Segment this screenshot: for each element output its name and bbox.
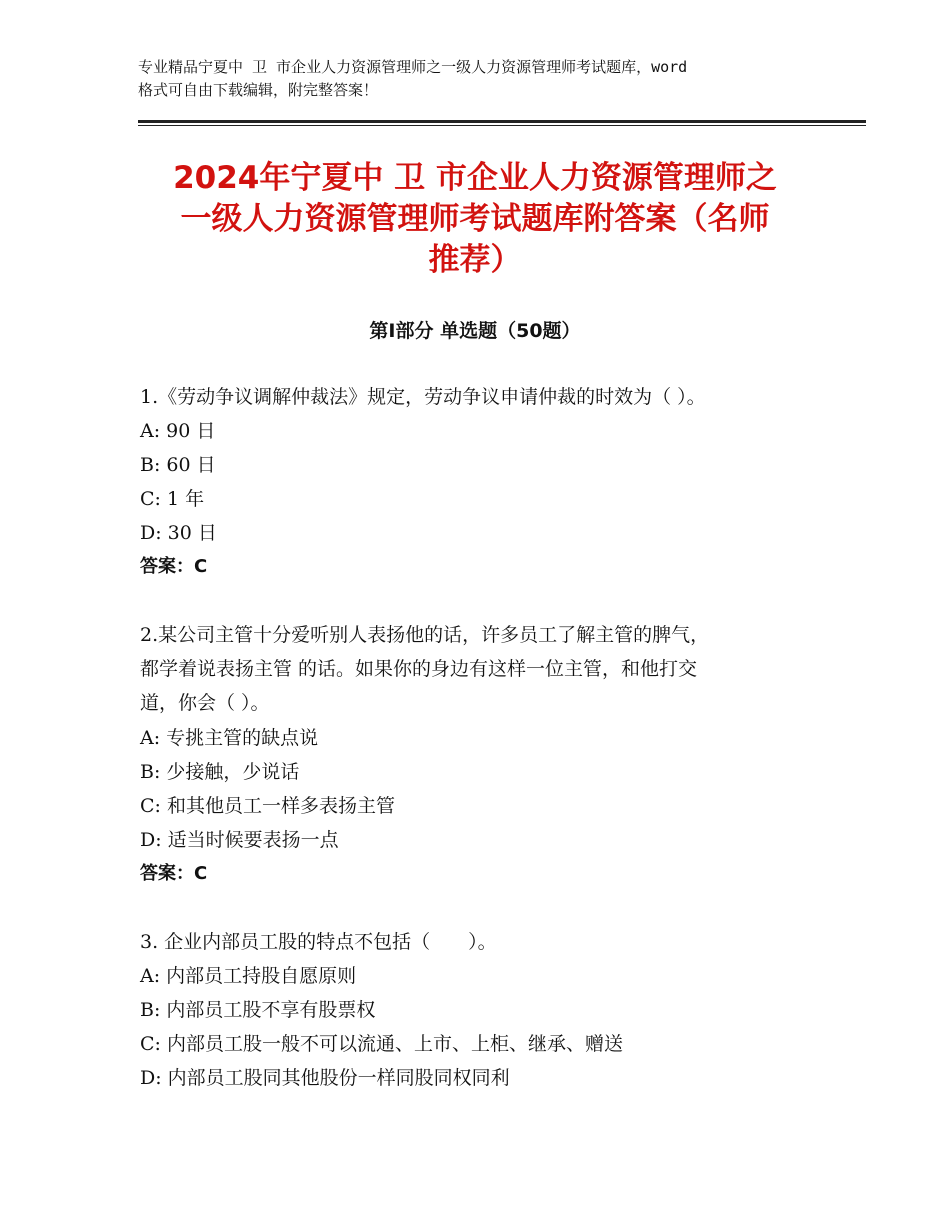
- question-3-stem: 3. 企业内部员工股的特点不包括（ ）。: [140, 931, 497, 953]
- question-1-option-a: A: 90 日: [140, 420, 216, 442]
- question-2-option-d: D: 适当时候要表扬一点: [140, 829, 339, 851]
- question-1-answer: 答案：C: [140, 556, 208, 577]
- title-line: 推荐）: [428, 242, 522, 278]
- question-3-option-c: C: 内部员工股一般不可以流通、上市、上柜、继承、赠送: [140, 1033, 623, 1055]
- header-divider-thick: [138, 120, 866, 123]
- question-2-stem-line: 都学着说表扬主管 的话。如果你的身边有这样一位主管，和他打交: [140, 658, 698, 680]
- question-1-option-d: D: 30 日: [140, 522, 217, 544]
- question-1-stem: 1.《劳动争议调解仲裁法》规定，劳动争议申请仲裁的时效为（ ）。: [140, 386, 706, 408]
- section-title: 第Ⅰ部分 单选题（50题）: [369, 320, 581, 342]
- question-3-option-b: B: 内部员工股不享有股票权: [140, 999, 376, 1021]
- question-2-stem-line: 2.某公司主管十分爱听别人表扬他的话，许多员工了解主管的脾气，: [140, 624, 710, 646]
- question-2-option-b: B: 少接触，少说话: [140, 761, 300, 783]
- question-2-option-a: A: 专挑主管的缺点说: [140, 727, 319, 749]
- question-3-option-d: D: 内部员工股同其他股份一样同股同权同利: [140, 1067, 510, 1089]
- header-note-line: 专业精品宁夏中 卫 市企业人力资源管理师之一级人力资源管理师考试题库，word: [138, 58, 688, 76]
- question-1-option-b: B: 60 日: [140, 454, 216, 476]
- question-2-stem-line: 道，你会（ ）。: [140, 692, 270, 714]
- title-line: 一级人力资源管理师考试题库附答案（名师: [180, 201, 770, 237]
- header-note: [138, 56, 828, 102]
- document-title: [110, 158, 840, 281]
- header-divider-thin: [138, 125, 866, 126]
- header-note-line: 格式可自由下载编辑，附完整答案！: [138, 81, 379, 99]
- title-line: 2024年宁夏中 卫 市企业人力资源管理师之: [173, 160, 777, 196]
- question-2-option-c: C: 和其他员工一样多表扬主管: [140, 795, 395, 817]
- question-2-answer: 答案：C: [140, 863, 208, 884]
- question-1-option-c: C: 1 年: [140, 488, 205, 510]
- question-3-option-a: A: 内部员工持股自愿原则: [140, 965, 357, 987]
